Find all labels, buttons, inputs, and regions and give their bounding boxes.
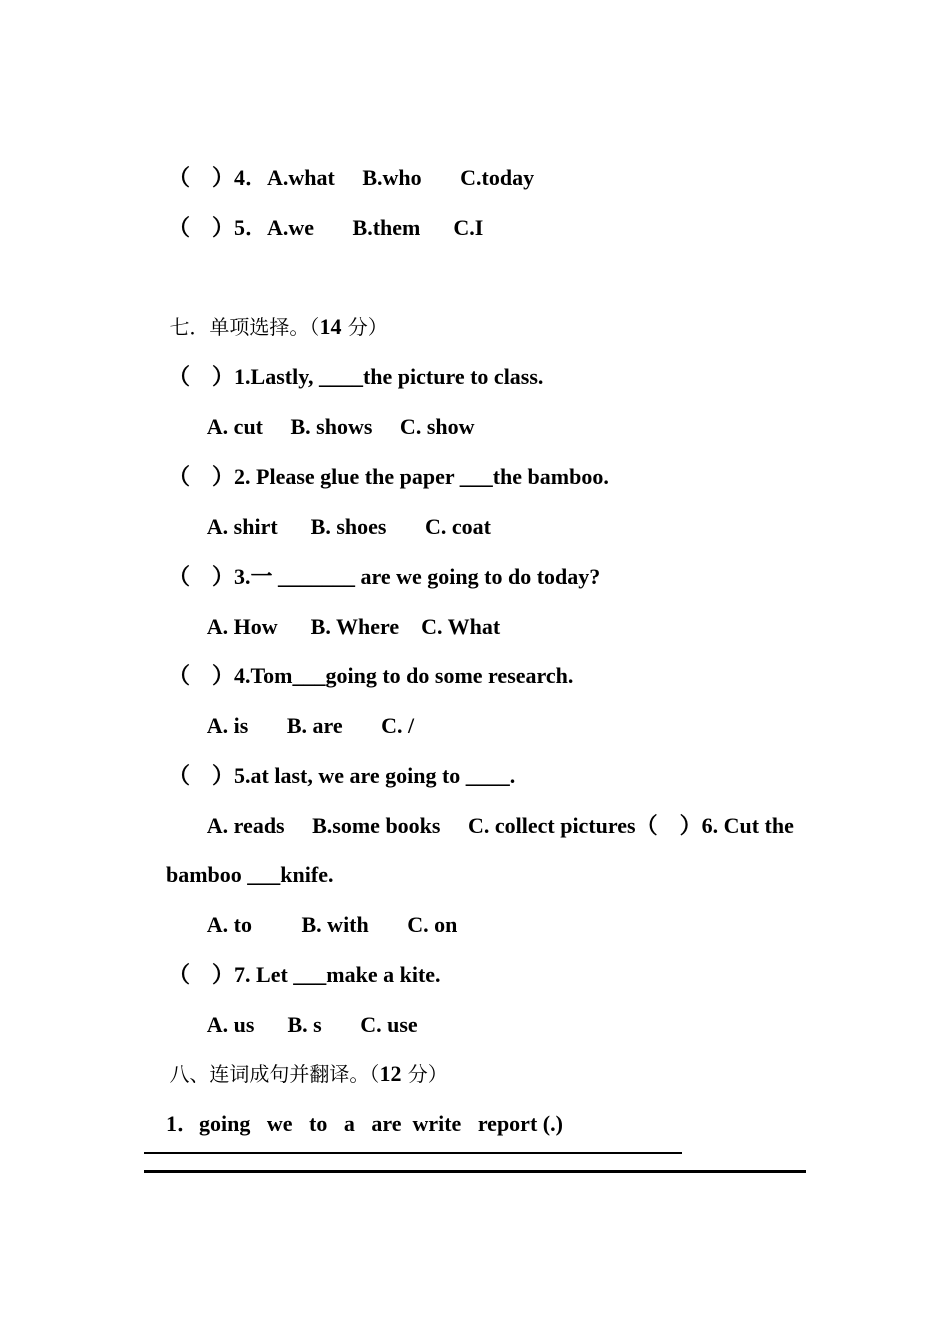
section-7-heading-pre: 七．单项选择。（: [169, 315, 320, 339]
question-text: 7. Let ___make a kite.: [234, 962, 441, 987]
question-text: 4.Tom___going to do some research.: [234, 663, 574, 688]
options-text: A. How B. Where C. What: [206, 614, 501, 639]
section-7-points: 14: [319, 314, 342, 339]
answer-line-1[interactable]: [144, 1152, 682, 1154]
answer-bracket: （ ）: [168, 364, 235, 389]
answer-bracket: （ ）: [168, 663, 235, 688]
answer-bracket: （ ）: [168, 215, 235, 240]
answer-bracket: （ ）: [168, 464, 235, 489]
section-8-heading-post: 分）: [401, 1062, 448, 1086]
question-text: 3.一 _______ are we going to do today?: [234, 564, 601, 589]
answer-bracket: （ ）: [168, 962, 235, 987]
section-8-heading-pre: 八、连词成句并翻译。（: [169, 1062, 380, 1086]
answer-bracket: （ ）: [168, 165, 235, 190]
question-text: 1.Lastly, ____the picture to class.: [234, 364, 544, 389]
options-text: A. reads B.some books C. collect pictures（ ）6. Cut the: [206, 813, 794, 838]
section-7-heading-post: 分）: [341, 315, 388, 339]
answer-bracket: （ ）: [168, 564, 235, 589]
question-text: 1．going we to a are write report (.): [166, 1111, 563, 1136]
options-text: A. to B. with C. on: [206, 912, 458, 937]
section-8-points: 12: [379, 1061, 402, 1086]
question-text: 5．A.we B.them C.I: [234, 215, 484, 240]
options-text: A. cut B. shows C. show: [206, 414, 475, 439]
options-text: A. us B. s C. use: [206, 1012, 418, 1037]
question-text: bamboo ___knife.: [166, 862, 334, 887]
question-5-prev: [146, 186, 483, 270]
answer-line-2[interactable]: [144, 1170, 806, 1173]
question-text: 4．A.what B.who C.today: [234, 165, 535, 190]
question-text: 2. Please glue the paper ___the bamboo.: [234, 464, 609, 489]
options-text: A. is B. are C. /: [206, 713, 415, 738]
answer-bracket: （ ）: [168, 763, 235, 788]
options-text: A. shirt B. shoes C. coat: [206, 514, 491, 539]
question-text: 5.at last, we are going to ____.: [234, 763, 516, 788]
